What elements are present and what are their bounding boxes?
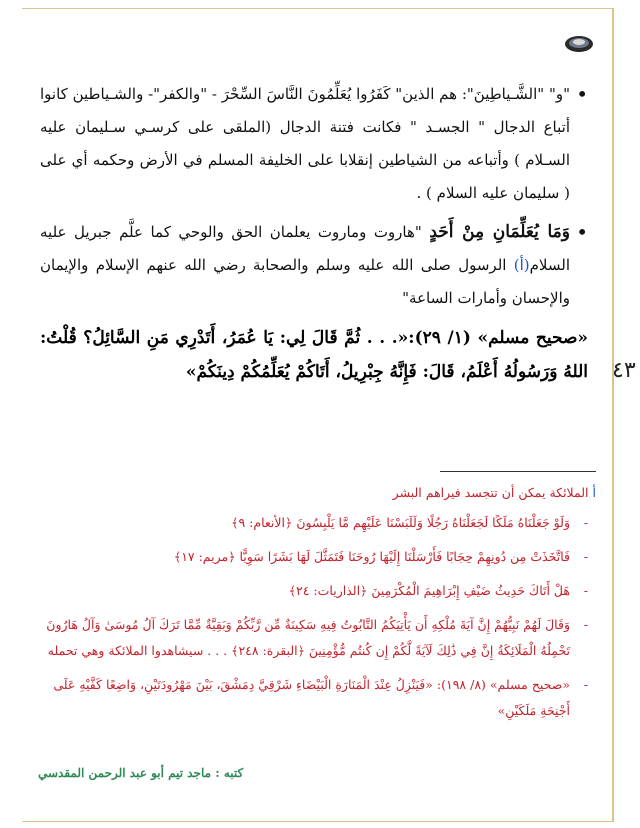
p2-line1-end: الرسول	[458, 256, 514, 274]
paragraph-harut-marut	[40, 216, 588, 315]
hadith-quote	[40, 321, 588, 389]
page-number: ٤٣	[612, 358, 636, 383]
p1-line1: "و" "الشَّـياطِينَ": هم الذين" كَفَرُوا يُعَلِّمُونَ النَّاسَ السِّحْرَ - "والكفر"- والشـياطين كانوا أتباع	[40, 85, 570, 136]
p1-line3: الشياطين إنقلابا على الخليفة المسلم في الأرض وحكمه أي على ( سليمان عليه السلام ) .	[40, 151, 570, 202]
footnote-ref[interactable]: (أ)	[513, 256, 530, 274]
footnote-divider	[440, 471, 596, 472]
p2-line1: "هاروت وماروت يعلمان الحق والوحي كما علَّم جبريل عليه السلام	[40, 223, 570, 274]
footnote-heading-text: الملائكة يمكن أن تتجسد فيراهم البشر	[392, 485, 593, 500]
paragraph-shayatin	[40, 78, 588, 210]
p2-line2: صلى الله عليه وسلم والصحابة رضي الله عنهم الإسلام والإيمان والإحسان وأمارات الساعة"	[40, 256, 570, 307]
p1-line2: الدجال " الجسـد " فكانت فتنة الدجال (الملقى على كرسـي سـليمان عليه السـلام ) وأتباعه من	[40, 118, 570, 169]
footnotes	[40, 482, 596, 732]
main-text	[40, 78, 588, 389]
footnote-item: - وَقَالَ لَهُمْ نَبِيُّهُمْ إِنَّ آيَةَ مُلْكِهِ أَن يَأْتِيَكُمُ التَّابُوتُ فِيهِ سَكِينَةٌ مِّن رَّبِّكُمْ وَبَقِيَّةٌ مِّمَّا تَرَكَ آلُ مُوسَىٰ وَآلُ هَارُونَ تَحْمِلُهُ الْمَلَائِكَةُ إِنَّ فِي ذَٰلِكَ لَآيَةً لَّكُمْ إِن كُنتُم مُّؤْمِنِينَ ﴿البقرة: ٢٤٨﴾ . . . سيشاهدوا الملائكة وهي تحمله	[40, 612, 596, 664]
footnote-item: - «صحيح مسلم» (٨/ ١٩٨): «فَيَنْزِلُ عِنْدَ الْمَنَارَةِ الْبَيْضَاءِ شَرْقِيَّ دِمَشْقَ، بَيْنَ مَهْرُودَتَيْنِ، وَاضِعًا كَفَّيْهِ عَلَى أَجْنِحَةِ مَلَكَيْنِ»	[40, 672, 596, 724]
hadith-line1: «صحيح مسلم» (١/ ٢٩):«. . . ثُمَّ قَالَ لِي: يَا عُمَرُ، أَتَدْرِي مَنِ السَّائِلُ؟ قُلْتُ: اللهُ وَرَسُولُهُ	[40, 328, 589, 382]
quran-phrase: وَمَا يُعَلِّمَانِ مِنْ أَحَدٍ	[429, 222, 570, 242]
footnote-heading	[40, 482, 596, 504]
footnote-marker: أ	[592, 485, 596, 500]
author-signature: كتبه : ماجد تيم أبو عبد الرحمن المقدسي	[38, 766, 244, 780]
book-logo-icon	[564, 32, 594, 54]
footnote-item: - فَاتَّخَذَتْ مِن دُونِهِمْ حِجَابًا فَأَرْسَلْنَا إِلَيْهَا رُوحَنَا فَتَمَثَّلَ لَهَا بَشَرًا سَوِيًّا ﴿مريم: ١٧﴾	[40, 544, 596, 570]
footnote-item: - هَلْ أَتَاكَ حَدِيثُ ضَيْفِ إِبْرَاهِيمَ الْمُكْرَمِينَ ﴿الذاريات: ٢٤﴾	[40, 578, 596, 604]
hadith-line2: أَعْلَمُ، قَالَ: فَإِنَّهُ جِبْرِيلُ، أَتَاكُمْ يُعَلِّمُكُمْ دِينَكُمْ»	[185, 362, 498, 382]
footnote-item: - وَلَوْ جَعَلْنَاهُ مَلَكًا لَجَعَلْنَاهُ رَجُلًا وَلَلَبَسْنَا عَلَيْهِم مَّا يَلْبِسُونَ ﴿الأنعام: ٩﴾	[40, 510, 596, 536]
